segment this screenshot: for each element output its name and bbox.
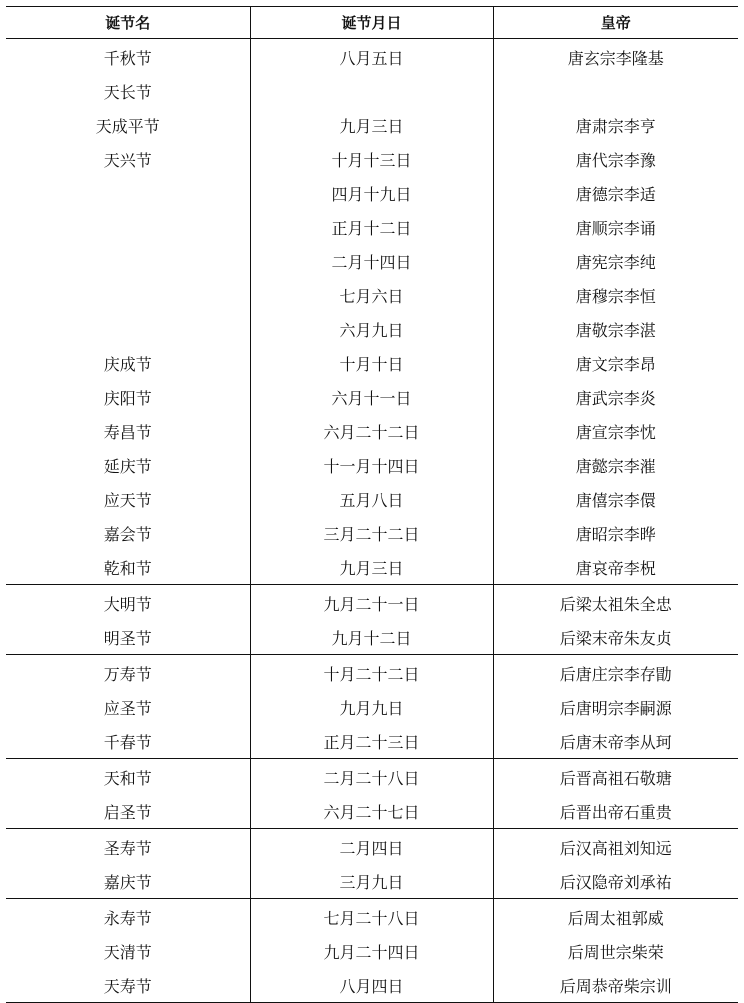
- festival-name-cell: [6, 278, 250, 312]
- festival-name-cell: 圣寿节: [6, 829, 250, 865]
- festival-date-cell: 十一月十四日: [250, 448, 493, 482]
- festival-name-cell: 永寿节: [6, 899, 250, 935]
- birthday-festival-table-wrapper: [6, 6, 738, 1003]
- dynasty-group: [6, 899, 738, 1003]
- festival-date-cell: 二月四日: [250, 829, 493, 865]
- festival-name-cell: 应天节: [103, 490, 152, 510]
- emperor-cell: 唐宪宗李纯: [493, 244, 738, 278]
- festival-name-cell: 乾和节: [103, 558, 152, 578]
- emperor-cell: 唐穆宗李恒: [493, 278, 738, 312]
- festival-name-cell: [6, 244, 250, 278]
- festival-name-cell: [6, 210, 250, 244]
- emperor-cell: 唐顺宗李诵: [493, 210, 738, 244]
- festival-date-cell: 十月十三日: [250, 142, 493, 176]
- festival-name-cell: 千春节: [103, 732, 152, 752]
- festival-date-cell: 六月十一日: [250, 380, 493, 414]
- emperor-cell: 唐文宗李昂: [493, 346, 738, 380]
- festival-name-cell: 天清节: [103, 942, 152, 962]
- festival-name-cell: [6, 176, 250, 210]
- emperor-cell: 唐昭宗李晔: [493, 516, 738, 550]
- table-row: [6, 380, 738, 414]
- table-row: [6, 759, 738, 795]
- festival-date-cell: 九月三日: [250, 550, 493, 585]
- emperor-cell: 后梁太祖朱全忠: [493, 585, 738, 621]
- emperor-cell: 唐玄宗李隆基: [493, 39, 738, 75]
- emperor-cell: 后唐末帝李从珂: [493, 724, 738, 759]
- table-row: [6, 864, 738, 899]
- emperor-cell: 后唐明宗李嗣源: [493, 690, 738, 724]
- table-row: [6, 794, 738, 829]
- festival-date-cell: 六月二十七日: [250, 794, 493, 829]
- festival-date-cell: 四月十九日: [250, 176, 493, 210]
- table-row: [6, 516, 738, 550]
- table-row: [6, 482, 738, 516]
- festival-date-cell: 十月二十二日: [250, 655, 493, 691]
- emperor-cell: 后晋出帝石重贵: [493, 794, 738, 829]
- festival-date-cell: 八月五日: [250, 39, 493, 75]
- festival-date-cell: 十月十日: [250, 346, 493, 380]
- festival-date-cell: 八月四日: [250, 968, 493, 1002]
- emperor-cell: 唐代宗李豫: [493, 142, 738, 176]
- table-row: [6, 585, 738, 621]
- festival-name-cell: 天和节: [6, 759, 250, 795]
- festival-name-cell: 庆阳节: [103, 388, 152, 408]
- dynasty-group: [6, 655, 738, 759]
- festival-name-cell: 天寿节: [103, 976, 152, 996]
- festival-name-cell: [6, 312, 250, 346]
- table-row: [6, 346, 738, 380]
- emperor-cell: 后汉隐帝刘承祐: [493, 864, 738, 899]
- festival-name-cell: 应圣节: [103, 698, 152, 718]
- festival-date-cell: 九月三日: [250, 108, 493, 142]
- dynasty-group: [6, 39, 738, 585]
- dynasty-group: [6, 585, 738, 655]
- festival-date-cell: 三月二十二日: [250, 516, 493, 550]
- table-row: [6, 108, 738, 142]
- header-festival-date: 诞节月日: [250, 7, 493, 39]
- festival-date-cell: 正月十二日: [250, 210, 493, 244]
- festival-date-cell: 二月二十八日: [250, 759, 493, 795]
- festival-name-cell: 大明节: [6, 585, 250, 621]
- festival-name-cell: 天长节: [103, 82, 152, 102]
- table-row: [6, 39, 738, 75]
- emperor-cell: 唐宣宗李忱: [493, 414, 738, 448]
- table-row: [6, 448, 738, 482]
- festival-name-cell: 延庆节: [103, 456, 152, 476]
- emperor-cell: 唐德宗李适: [493, 176, 738, 210]
- table-row: [6, 142, 738, 176]
- header-festival-name: 诞节名: [6, 7, 250, 39]
- emperor-cell: 唐肃宗李亨: [493, 108, 738, 142]
- festival-name-cell: 万寿节: [6, 655, 250, 691]
- festival-name-cell: 天成平节: [95, 116, 160, 136]
- festival-name-cell: 启圣节: [103, 802, 152, 822]
- table-row: [6, 414, 738, 448]
- festival-name-cell: 庆成节: [103, 354, 152, 374]
- festival-name-cell: 千秋节: [103, 48, 152, 68]
- emperor-cell: 后周世宗柴荣: [493, 934, 738, 968]
- emperor-cell: [493, 74, 738, 108]
- festival-date-cell: 二月十四日: [250, 244, 493, 278]
- dynasty-group: [6, 829, 738, 899]
- emperor-cell: 后唐庄宗李存勖: [493, 655, 738, 691]
- emperor-cell: 后周太祖郭威: [493, 899, 738, 935]
- table-row: [6, 550, 738, 585]
- festival-date-cell: 六月二十二日: [250, 414, 493, 448]
- table-row: [6, 312, 738, 346]
- festival-name-cell: 明圣节: [103, 628, 152, 648]
- emperor-cell: 唐哀帝李柷: [493, 550, 738, 585]
- festival-date-cell: [250, 74, 493, 108]
- birthday-festival-table: [6, 7, 738, 1002]
- dynasty-group: [6, 759, 738, 829]
- emperor-cell: 唐武宗李炎: [493, 380, 738, 414]
- emperor-cell: 后周恭帝柴宗训: [493, 968, 738, 1002]
- emperor-cell: 唐敬宗李湛: [493, 312, 738, 346]
- table-row: [6, 829, 738, 865]
- emperor-cell: 后晋高祖石敬瑭: [493, 759, 738, 795]
- emperor-cell: 后梁末帝朱友贞: [493, 620, 738, 655]
- festival-name-cell: 天兴节: [103, 150, 152, 170]
- table-row: [6, 899, 738, 935]
- festival-date-cell: 九月十二日: [250, 620, 493, 655]
- table-row: [6, 690, 738, 724]
- table-row: [6, 176, 738, 210]
- festival-name-cell: 嘉会节: [103, 524, 152, 544]
- table-row: [6, 934, 738, 968]
- table-row: [6, 210, 738, 244]
- table-row: [6, 655, 738, 691]
- festival-date-cell: 三月九日: [250, 864, 493, 899]
- festival-date-cell: 九月九日: [250, 690, 493, 724]
- festival-date-cell: 九月二十四日: [250, 934, 493, 968]
- festival-date-cell: 七月二十八日: [250, 899, 493, 935]
- table-header: [6, 7, 738, 39]
- festival-date-cell: 六月九日: [250, 312, 493, 346]
- emperor-cell: 唐懿宗李漼: [493, 448, 738, 482]
- table-row: [6, 724, 738, 759]
- table-row: [6, 244, 738, 278]
- festival-date-cell: 五月八日: [250, 482, 493, 516]
- festival-date-cell: 九月二十一日: [250, 585, 493, 621]
- emperor-cell: 唐僖宗李儇: [493, 482, 738, 516]
- emperor-cell: 后汉高祖刘知远: [493, 829, 738, 865]
- festival-name-cell: 寿昌节: [103, 422, 152, 442]
- table-row: [6, 278, 738, 312]
- festival-name-cell: 嘉庆节: [103, 872, 152, 892]
- table-row: [6, 620, 738, 655]
- header-row: [6, 7, 738, 39]
- table-row: [6, 74, 738, 108]
- festival-date-cell: 七月六日: [250, 278, 493, 312]
- festival-date-cell: 正月二十三日: [250, 724, 493, 759]
- table-row: [6, 968, 738, 1002]
- header-emperor: 皇帝: [493, 7, 738, 39]
